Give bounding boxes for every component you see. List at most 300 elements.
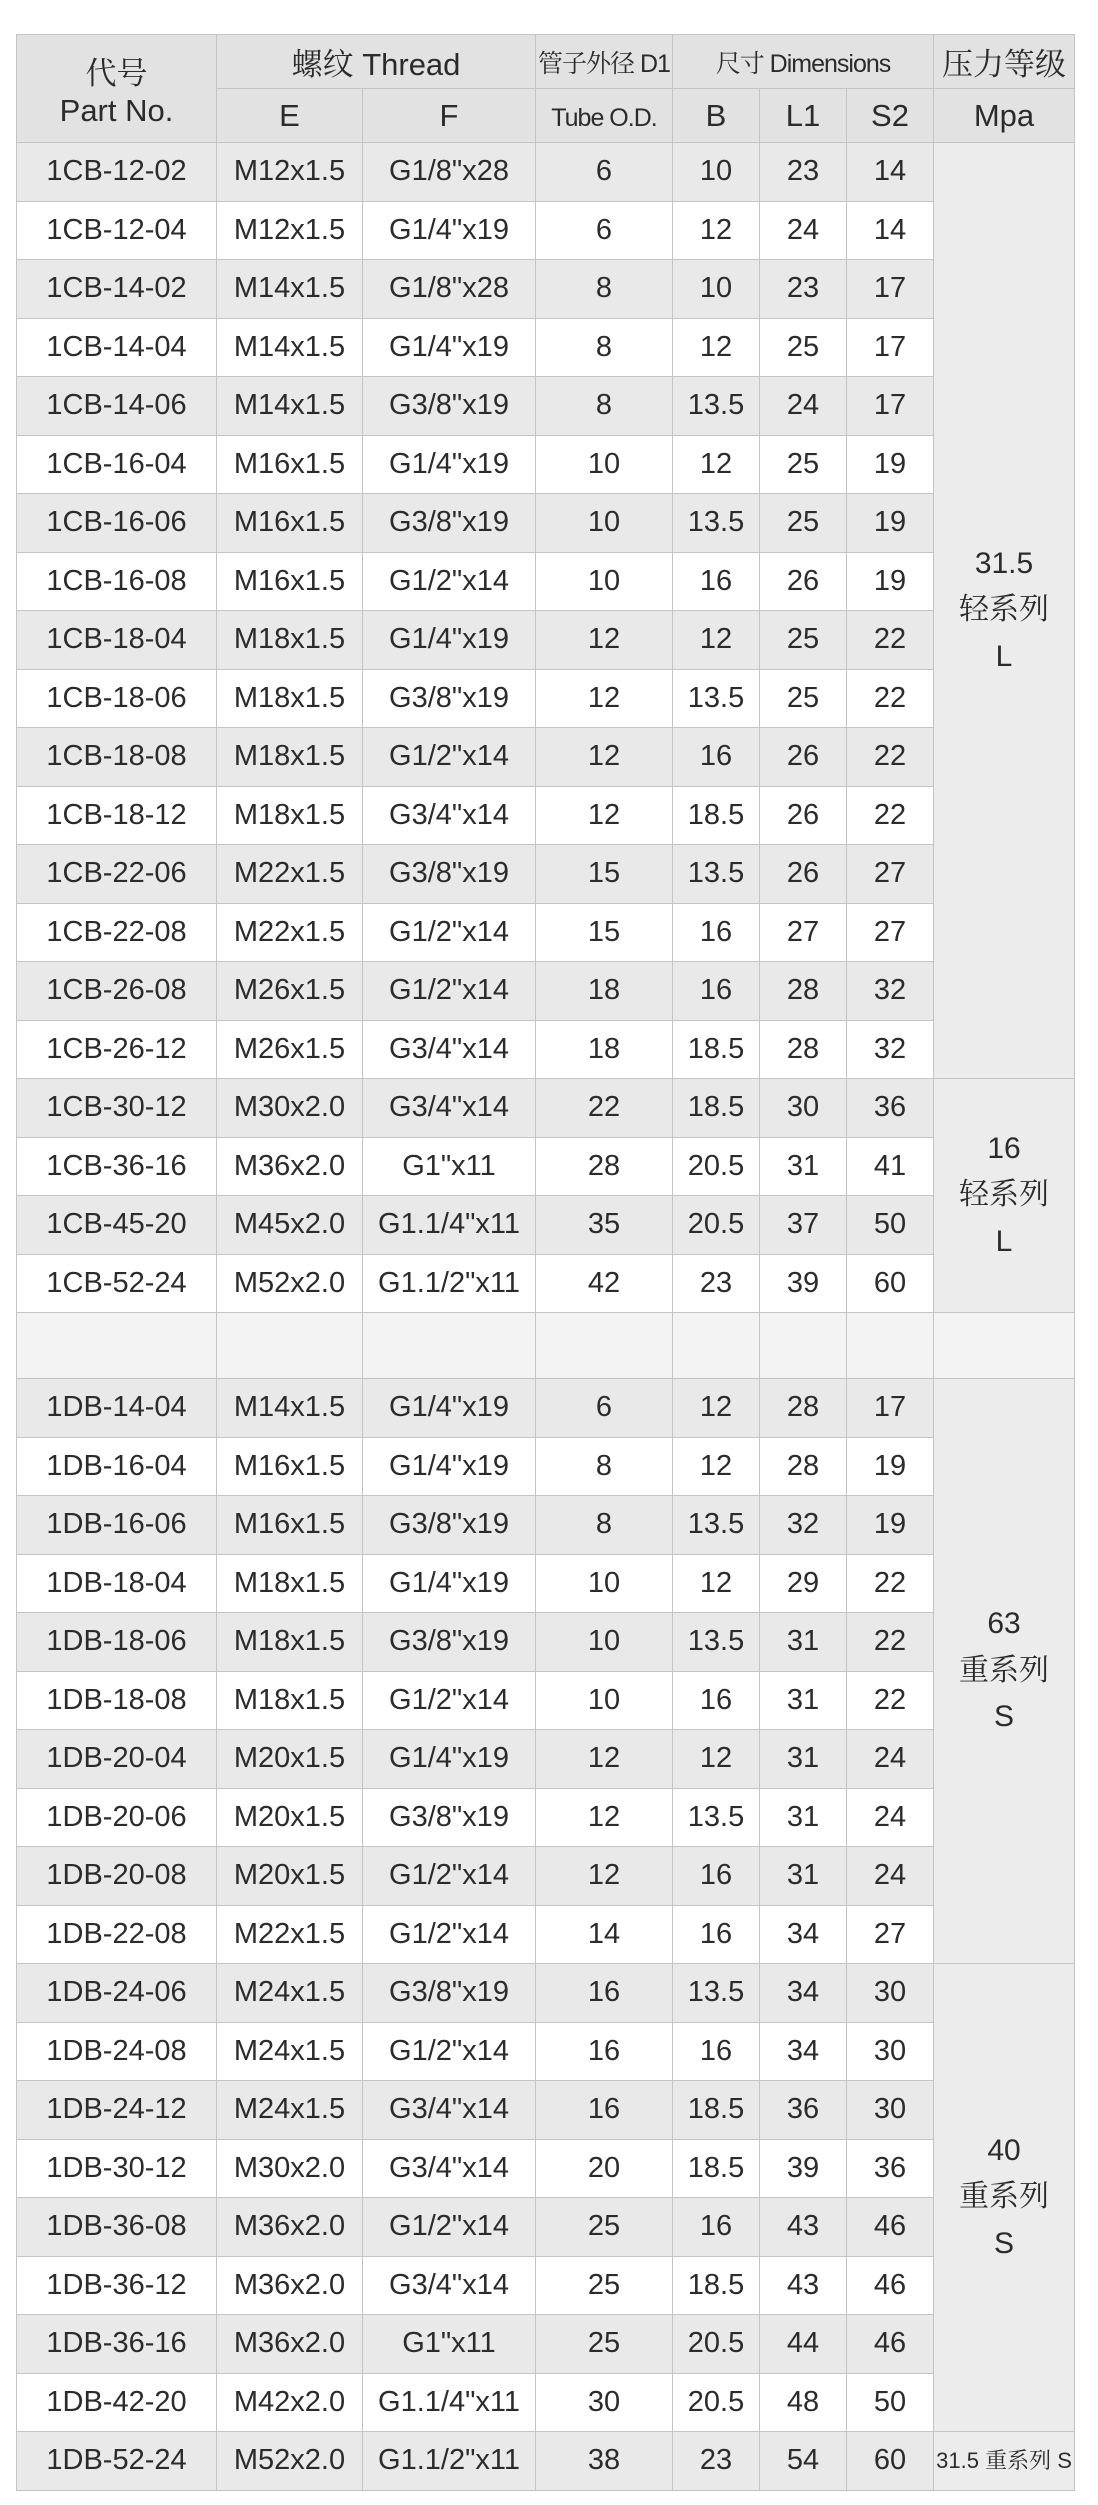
header-b: B [673,89,760,143]
thread-f-cell: G1"x11 [363,1137,536,1196]
tube-od-cell: 15 [536,903,673,962]
dim-b-cell: 16 [673,728,760,787]
tube-od-cell: 8 [536,260,673,319]
dim-s2-cell: 22 [847,1671,934,1730]
thread-e-cell: M16x1.5 [217,1437,363,1496]
thread-f-cell: G1.1/4"x11 [363,1196,536,1255]
dim-b-cell: 16 [673,1905,760,1964]
dim-l1-cell: 27 [760,903,847,962]
thread-e-cell: M36x2.0 [217,2315,363,2374]
thread-f-cell: G1.1/2"x11 [363,1254,536,1313]
header-dimensions-text: 尺寸 Dimensions [715,49,891,78]
dim-l1-cell: 23 [760,143,847,202]
dim-s2-cell: 60 [847,1254,934,1313]
tube-od-cell: 6 [536,201,673,260]
pressure-code: L [995,639,1013,673]
dim-l1-cell: 34 [760,1905,847,1964]
dim-s2-cell: 19 [847,552,934,611]
thread-f-cell: G3/8"x19 [363,494,536,553]
dim-l1-cell: 26 [760,552,847,611]
thread-e-cell: M18x1.5 [217,786,363,845]
thread-e-cell: M18x1.5 [217,669,363,728]
dim-l1-cell: 26 [760,728,847,787]
thread-f-cell: G1/2"x14 [363,552,536,611]
thread-e-cell: M22x1.5 [217,845,363,904]
thread-f-cell: G1/2"x14 [363,903,536,962]
thread-f-cell: G3/4"x14 [363,2081,536,2140]
thread-f-cell: G3/4"x14 [363,1020,536,1079]
dim-s2-cell: 24 [847,1730,934,1789]
part-no-cell: 1CB-22-06 [17,845,217,904]
tube-od-cell: 16 [536,2022,673,2081]
tube-od-cell: 42 [536,1254,673,1313]
thread-f-cell: G1/4"x19 [363,318,536,377]
spacer-cell [934,1313,1075,1379]
dim-b-cell: 23 [673,2432,760,2491]
spacer-cell [673,1313,760,1379]
dim-l1-cell: 26 [760,786,847,845]
pressure-series: 轻系列 [959,593,1050,627]
part-no-cell: 1DB-14-04 [17,1379,217,1438]
dim-s2-cell: 17 [847,377,934,436]
table-row [17,1020,1075,1079]
part-no-cell: 1DB-24-08 [17,2022,217,2081]
table-row [17,143,1075,202]
thread-e-cell: M16x1.5 [217,435,363,494]
dim-l1-cell: 31 [760,1788,847,1847]
tube-od-cell: 18 [536,1020,673,1079]
dim-l1-cell: 31 [760,1671,847,1730]
thread-f-cell: G1/4"x19 [363,201,536,260]
dim-s2-cell: 36 [847,2139,934,2198]
part-no-cell: 1CB-16-06 [17,494,217,553]
dim-b-cell: 16 [673,1847,760,1906]
table-row [17,318,1075,377]
section-spacer-row [17,1313,1075,1379]
thread-e-cell: M22x1.5 [217,1905,363,1964]
table-row [17,2373,1075,2432]
dim-s2-cell: 46 [847,2198,934,2257]
table-row [17,1254,1075,1313]
thread-e-cell: M45x2.0 [217,1196,363,1255]
part-no-cell: 1CB-14-02 [17,260,217,319]
part-no-cell: 1CB-14-06 [17,377,217,436]
dim-b-cell: 23 [673,1254,760,1313]
part-no-cell: 1CB-18-08 [17,728,217,787]
thread-e-cell: M24x1.5 [217,1964,363,2023]
dim-b-cell: 20.5 [673,1137,760,1196]
dim-l1-cell: 26 [760,845,847,904]
pressure-rating-g4 [934,1964,1075,2432]
header-thread: 螺纹 Thread [217,35,536,89]
dim-s2-cell: 22 [847,1613,934,1672]
tube-od-cell: 10 [536,1671,673,1730]
part-no-cell: 1CB-30-12 [17,1079,217,1138]
part-no-cell: 1CB-36-16 [17,1137,217,1196]
dim-b-cell: 16 [673,2198,760,2257]
thread-e-cell: M42x2.0 [217,2373,363,2432]
thread-f-cell: G1.1/4"x11 [363,2373,536,2432]
dim-s2-cell: 19 [847,435,934,494]
dim-s2-cell: 32 [847,962,934,1021]
spacer-cell [760,1313,847,1379]
dim-s2-cell: 17 [847,1379,934,1438]
tube-od-cell: 10 [536,552,673,611]
table-row [17,435,1075,494]
dim-b-cell: 18.5 [673,2139,760,2198]
pressure-label: 31.5 重系列 S [936,2447,1072,2473]
tube-od-cell: 16 [536,1964,673,2023]
table-row [17,1079,1075,1138]
tube-od-cell: 35 [536,1196,673,1255]
table-row [17,1437,1075,1496]
table-row [17,786,1075,845]
table-row [17,377,1075,436]
part-no-cell: 1CB-16-08 [17,552,217,611]
dim-s2-cell: 46 [847,2315,934,2374]
thread-e-cell: M26x1.5 [217,1020,363,1079]
thread-f-cell: G1/4"x19 [363,1437,536,1496]
part-no-cell: 1DB-16-04 [17,1437,217,1496]
part-no-cell: 1CB-18-12 [17,786,217,845]
dim-b-cell: 20.5 [673,1196,760,1255]
dim-l1-cell: 25 [760,669,847,728]
dim-b-cell: 13.5 [673,1496,760,1555]
dim-l1-cell: 31 [760,1137,847,1196]
dim-l1-cell: 25 [760,494,847,553]
part-no-cell: 1CB-18-06 [17,669,217,728]
table-row [17,2081,1075,2140]
thread-f-cell: G1/8"x28 [363,260,536,319]
header-f: F [363,89,536,143]
pressure-value: 63 [987,1607,1021,1641]
table-header [17,35,1075,143]
dim-b-cell: 16 [673,1671,760,1730]
dim-l1-cell: 31 [760,1613,847,1672]
thread-e-cell: M18x1.5 [217,611,363,670]
dim-l1-cell: 37 [760,1196,847,1255]
part-no-cell: 1DB-16-06 [17,1496,217,1555]
part-no-cell: 1DB-20-08 [17,1847,217,1906]
thread-e-cell: M30x2.0 [217,1079,363,1138]
dim-b-cell: 12 [673,611,760,670]
dim-s2-cell: 30 [847,2022,934,2081]
header-dimensions [673,35,934,89]
table-row [17,2315,1075,2374]
dim-s2-cell: 50 [847,2373,934,2432]
pressure-code: L [995,1224,1013,1258]
tube-od-cell: 12 [536,728,673,787]
thread-f-cell: G3/4"x14 [363,2256,536,2315]
tube-od-cell: 10 [536,494,673,553]
part-no-cell: 1DB-30-12 [17,2139,217,2198]
dim-l1-cell: 48 [760,2373,847,2432]
dim-b-cell: 10 [673,260,760,319]
dim-b-cell: 13.5 [673,669,760,728]
dim-s2-cell: 17 [847,260,934,319]
thread-e-cell: M30x2.0 [217,2139,363,2198]
part-no-cell: 1DB-24-12 [17,2081,217,2140]
part-no-cell: 1DB-18-04 [17,1554,217,1613]
part-no-cell: 1DB-20-06 [17,1788,217,1847]
spacer-cell [17,1313,217,1379]
thread-f-cell: G1/2"x14 [363,1905,536,1964]
tube-od-cell: 12 [536,669,673,728]
dim-l1-cell: 36 [760,2081,847,2140]
part-no-cell: 1DB-36-16 [17,2315,217,2374]
tube-od-cell: 18 [536,962,673,1021]
tube-od-cell: 6 [536,143,673,202]
dim-l1-cell: 24 [760,201,847,260]
part-no-cell: 1DB-36-08 [17,2198,217,2257]
dim-b-cell: 18.5 [673,1020,760,1079]
dim-l1-cell: 39 [760,1254,847,1313]
dim-l1-cell: 31 [760,1730,847,1789]
table-row [17,1554,1075,1613]
dim-l1-cell: 34 [760,2022,847,2081]
pressure-rating-g1 [934,143,1075,1079]
tube-od-cell: 25 [536,2198,673,2257]
tube-od-cell: 8 [536,318,673,377]
part-no-cell: 1CB-18-04 [17,611,217,670]
dim-s2-cell: 32 [847,1020,934,1079]
thread-f-cell: G3/8"x19 [363,845,536,904]
part-no-cell: 1CB-16-04 [17,435,217,494]
tube-od-cell: 8 [536,1437,673,1496]
thread-f-cell: G1.1/2"x11 [363,2432,536,2491]
thread-f-cell: G1/2"x14 [363,1847,536,1906]
dim-s2-cell: 22 [847,669,934,728]
thread-f-cell: G1/4"x19 [363,1379,536,1438]
tube-od-cell: 10 [536,435,673,494]
tube-od-cell: 14 [536,1905,673,1964]
thread-f-cell: G1/2"x14 [363,1671,536,1730]
table-row [17,260,1075,319]
thread-f-cell: G3/4"x14 [363,2139,536,2198]
dim-s2-cell: 19 [847,494,934,553]
table-row [17,1196,1075,1255]
thread-f-cell: G3/8"x19 [363,1964,536,2023]
dim-b-cell: 13.5 [673,1964,760,2023]
thread-e-cell: M14x1.5 [217,318,363,377]
tube-od-cell: 16 [536,2081,673,2140]
dim-l1-cell: 34 [760,1964,847,2023]
thread-e-cell: M36x2.0 [217,2198,363,2257]
spacer-cell [363,1313,536,1379]
thread-e-cell: M20x1.5 [217,1730,363,1789]
dim-l1-cell: 43 [760,2256,847,2315]
fitting-spec-table [16,34,1075,2491]
thread-e-cell: M12x1.5 [217,143,363,202]
tube-od-cell: 12 [536,786,673,845]
spacer-cell [536,1313,673,1379]
tube-od-cell: 28 [536,1137,673,1196]
table-row [17,2198,1075,2257]
dim-s2-cell: 19 [847,1437,934,1496]
thread-f-cell: G1/4"x19 [363,611,536,670]
dim-l1-cell: 28 [760,1020,847,1079]
thread-e-cell: M16x1.5 [217,1496,363,1555]
tube-od-cell: 12 [536,1847,673,1906]
dim-b-cell: 12 [673,1437,760,1496]
part-no-cell: 1CB-52-24 [17,1254,217,1313]
dim-s2-cell: 46 [847,2256,934,2315]
thread-f-cell: G1"x11 [363,2315,536,2374]
table-row [17,1730,1075,1789]
table-row [17,1964,1075,2023]
thread-e-cell: M14x1.5 [217,377,363,436]
dim-l1-cell: 28 [760,962,847,1021]
tube-od-cell: 12 [536,611,673,670]
dim-s2-cell: 19 [847,1496,934,1555]
dim-l1-cell: 29 [760,1554,847,1613]
table-row [17,2432,1075,2491]
tube-od-cell: 38 [536,2432,673,2491]
dim-s2-cell: 24 [847,1788,934,1847]
thread-f-cell: G1/4"x19 [363,1554,536,1613]
tube-od-cell: 12 [536,1730,673,1789]
dim-l1-cell: 23 [760,260,847,319]
table-row [17,1137,1075,1196]
dim-l1-cell: 28 [760,1379,847,1438]
pressure-rating-g3 [934,1379,1075,1964]
dim-s2-cell: 60 [847,2432,934,2491]
tube-od-cell: 8 [536,1496,673,1555]
dim-s2-cell: 22 [847,1554,934,1613]
dim-b-cell: 12 [673,1379,760,1438]
table-row [17,2256,1075,2315]
thread-f-cell: G3/4"x14 [363,1079,536,1138]
thread-e-cell: M52x2.0 [217,2432,363,2491]
thread-f-cell: G1/2"x14 [363,728,536,787]
dim-b-cell: 16 [673,962,760,1021]
pressure-series: 重系列 [959,2180,1050,2214]
dim-b-cell: 20.5 [673,2315,760,2374]
dim-s2-cell: 27 [847,845,934,904]
part-no-cell: 1DB-52-24 [17,2432,217,2491]
tube-od-cell: 10 [536,1613,673,1672]
dim-b-cell: 13.5 [673,845,760,904]
table-row [17,611,1075,670]
table-row [17,845,1075,904]
dim-s2-cell: 27 [847,903,934,962]
header-tube-cn [536,35,673,89]
thread-e-cell: M18x1.5 [217,728,363,787]
thread-e-cell: M24x1.5 [217,2022,363,2081]
table-row [17,962,1075,1021]
table-row [17,494,1075,553]
thread-e-cell: M16x1.5 [217,494,363,553]
thread-f-cell: G3/8"x19 [363,1613,536,1672]
dim-l1-cell: 44 [760,2315,847,2374]
thread-e-cell: M16x1.5 [217,552,363,611]
thread-e-cell: M24x1.5 [217,2081,363,2140]
table-row [17,903,1075,962]
dim-b-cell: 10 [673,143,760,202]
pressure-code: S [994,1700,1015,1734]
dim-b-cell: 12 [673,1730,760,1789]
table-row [17,1788,1075,1847]
dim-s2-cell: 30 [847,2081,934,2140]
table-row [17,2139,1075,2198]
table-row [17,1613,1075,1672]
header-part-cn: 代号 [85,56,148,91]
part-no-cell: 1DB-20-04 [17,1730,217,1789]
table-row [17,1671,1075,1730]
dim-s2-cell: 27 [847,1905,934,1964]
dim-b-cell: 12 [673,201,760,260]
thread-f-cell: G1/4"x19 [363,1730,536,1789]
table-row [17,2022,1075,2081]
dim-s2-cell: 41 [847,1137,934,1196]
pressure-rating-g2 [934,1079,1075,1313]
part-no-cell: 1CB-12-04 [17,201,217,260]
pressure-value: 31.5 [974,546,1034,580]
spacer-cell [847,1313,934,1379]
thread-e-cell: M14x1.5 [217,260,363,319]
thread-f-cell: G3/8"x19 [363,1788,536,1847]
thread-e-cell: M36x2.0 [217,2256,363,2315]
thread-e-cell: M18x1.5 [217,1554,363,1613]
tube-od-cell: 30 [536,2373,673,2432]
tube-od-cell: 6 [536,1379,673,1438]
thread-f-cell: G1/4"x19 [363,435,536,494]
table-body [17,143,1075,2491]
thread-e-cell: M36x2.0 [217,1137,363,1196]
part-no-cell: 1CB-26-12 [17,1020,217,1079]
thread-f-cell: G3/8"x19 [363,377,536,436]
dim-b-cell: 18.5 [673,786,760,845]
thread-e-cell: M20x1.5 [217,1788,363,1847]
tube-od-cell: 25 [536,2315,673,2374]
tube-od-cell: 20 [536,2139,673,2198]
dim-b-cell: 12 [673,1554,760,1613]
tube-od-cell: 22 [536,1079,673,1138]
dim-b-cell: 18.5 [673,2081,760,2140]
dim-b-cell: 20.5 [673,2373,760,2432]
thread-f-cell: G3/8"x19 [363,1496,536,1555]
thread-f-cell: G1/2"x14 [363,2198,536,2257]
dim-l1-cell: 28 [760,1437,847,1496]
dim-s2-cell: 50 [847,1196,934,1255]
dim-l1-cell: 31 [760,1847,847,1906]
part-no-cell: 1DB-18-06 [17,1613,217,1672]
dim-b-cell: 13.5 [673,494,760,553]
thread-f-cell: G3/8"x19 [363,669,536,728]
dim-b-cell: 13.5 [673,1613,760,1672]
dim-s2-cell: 14 [847,143,934,202]
pressure-code: S [994,2226,1015,2260]
thread-e-cell: M26x1.5 [217,962,363,1021]
dim-b-cell: 16 [673,552,760,611]
part-no-cell: 1CB-26-08 [17,962,217,1021]
header-tube-cn-text: 管子外径 D1 [538,49,670,78]
thread-f-cell: G1/8"x28 [363,143,536,202]
dim-s2-cell: 24 [847,1847,934,1906]
dim-s2-cell: 17 [847,318,934,377]
spec-table-container [16,34,1074,2491]
header-tube-en [536,89,673,143]
dim-s2-cell: 22 [847,611,934,670]
dim-b-cell: 16 [673,903,760,962]
header-part-en: Part No. [59,93,174,128]
header-e: E [217,89,363,143]
table-row [17,1905,1075,1964]
thread-e-cell: M22x1.5 [217,903,363,962]
part-no-cell: 1CB-14-04 [17,318,217,377]
thread-e-cell: M14x1.5 [217,1379,363,1438]
dim-l1-cell: 43 [760,2198,847,2257]
